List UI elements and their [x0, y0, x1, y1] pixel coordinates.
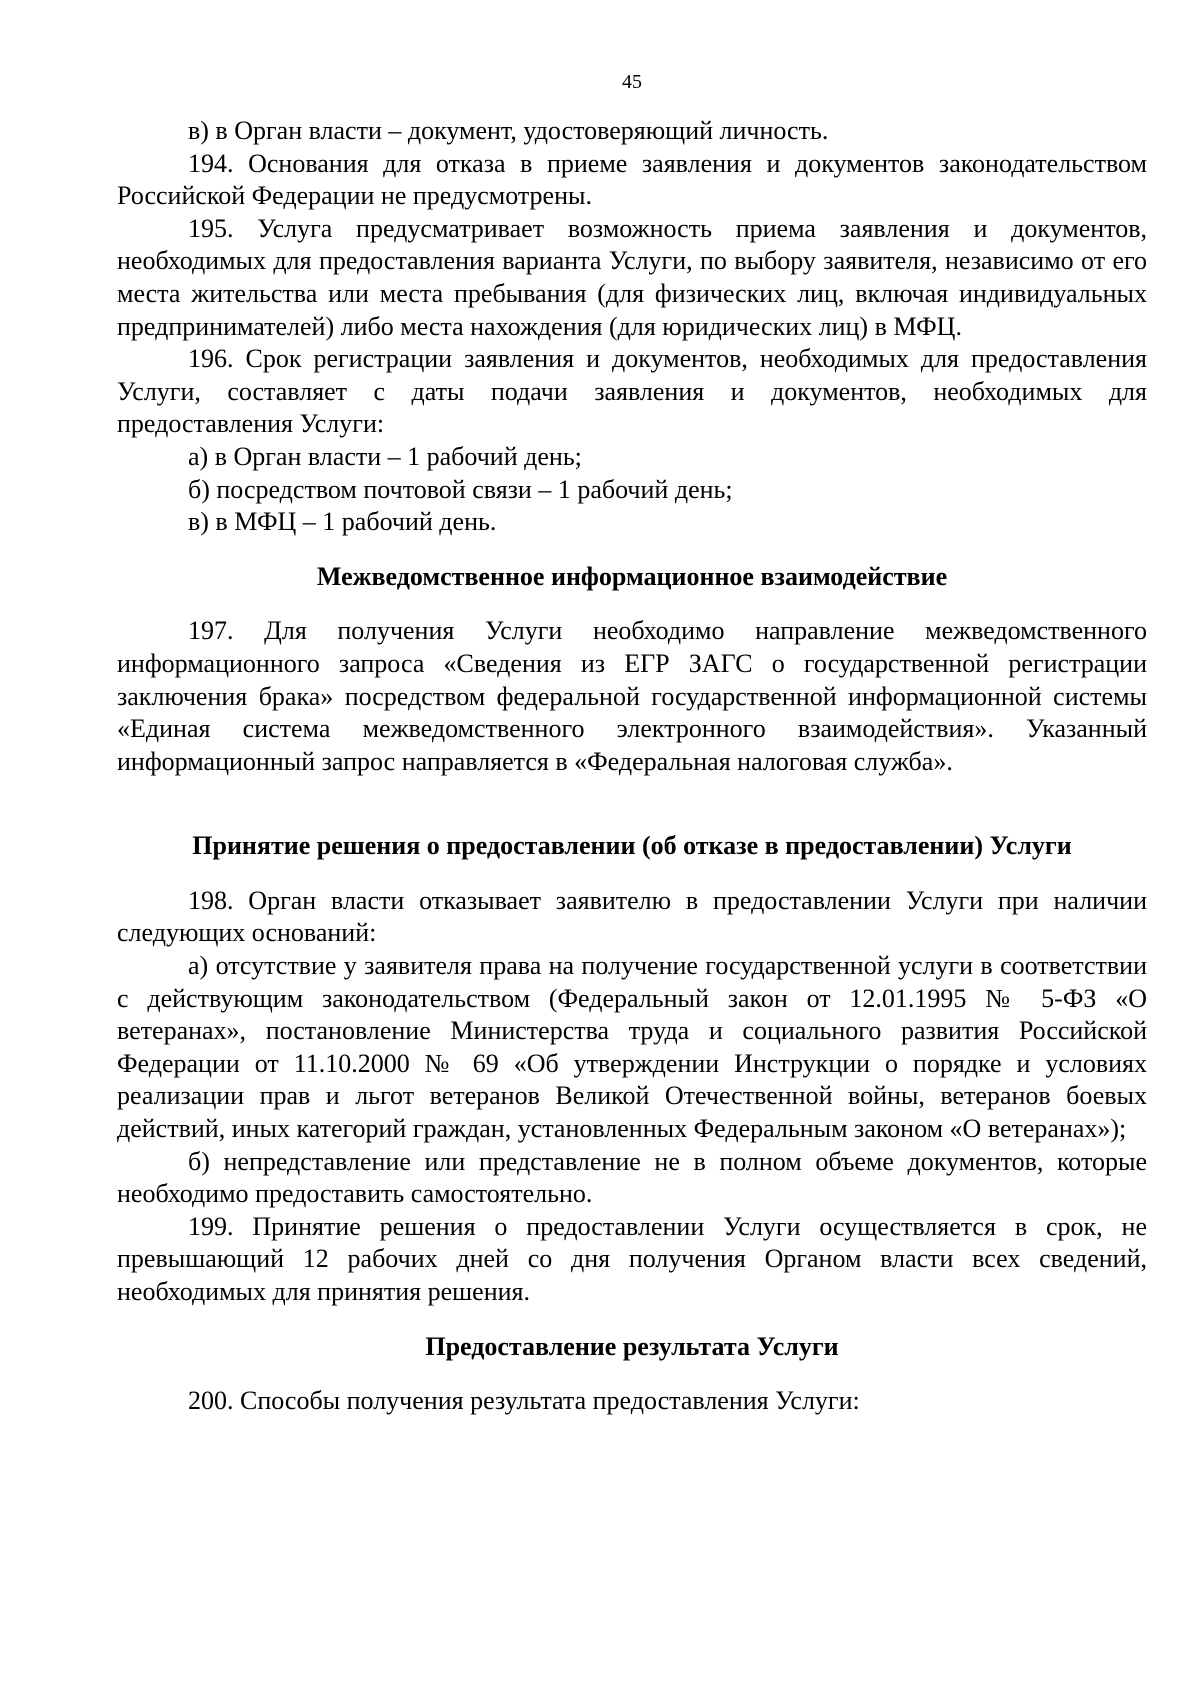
section-heading-interagency: Межведомственное информационное взаимодействие — [316, 561, 948, 591]
paragraph-196-a: а) в Орган власти – 1 рабочий день; — [188, 441, 582, 471]
paragraph-199: 199. Принятие решения о предоставлении Услуги осуществляется в срок, не превышающий 12 рабочих дней со дня получения Органом власти всех сведений, необходимых для принятия решения. — [117, 1211, 1147, 1306]
section-heading-decision: Принятие решения о предоставлении (об отказе в предоставлении) Услуги — [192, 831, 1072, 861]
paragraph-195: 195. Услуга предусматривает возможность приема заявления и документов, необходимых для предоставления варианта Услуги, по выбору заявителя, независимо от его места жительства или места пребывания (для физических лиц, включая индивидуальных предпринимателей) либо места нахождения (для юридических лиц) в МФЦ. — [117, 213, 1147, 341]
paragraph-198-a: а) отсутствие у заявителя права на получение государственной услуги в соответствии с действующим законодательством (Федеральный закон от 12.01.1995 № 5-ФЗ «О ветеранах», постановление Министерства труда и социального развития Российской Федерации от 11.10.2000 № 69 «Об утверждении Инструкции о порядке и условиях реализации прав и льгот ветеранов Великой Отечественной войны, ветеранов боевых действий, иных категорий граждан, установленных Федеральным законом «О ветеранах»); — [117, 951, 1147, 1144]
paragraph-194: 194. Основания для отказа в приеме заявления и документов законодательством Российской Федерации не предусмотрены. — [117, 148, 1147, 211]
paragraph-identity-doc: в) в Орган власти – документ, удостоверяющий личность. — [188, 116, 829, 145]
paragraph-196-v: в) в МФЦ – 1 рабочий день. — [188, 507, 497, 537]
paragraph-198-b: б) непредставление или представление не в полном объеме документов, которые необходимо предоставить самостоятельно. — [117, 1146, 1147, 1209]
paragraph-200: 200. Способы получения результата предоставления Услуги: — [188, 1386, 860, 1416]
paragraph-197: 197. Для получения Услуги необходимо направление межведомственного информационного запроса «Сведения из ЕГР ЗАГС о государственной регистрации заключения брака» посредством федеральной государственной информационной системы «Единая система межведомственного электронного взаимодействия». Указанный информационный запрос направляется в «Федеральная налоговая служба». — [117, 616, 1147, 776]
document-body — [117, 115, 1147, 1418]
paragraph-198: 198. Орган власти отказывает заявителю в предоставлении Услуги при наличии следующих оснований: — [117, 885, 1147, 948]
paragraph-196-b: б) посредством почтовой связи – 1 рабочий день; — [188, 474, 733, 504]
page-number: 45 — [622, 71, 642, 93]
section-heading-result: Предоставление результата Услуги — [425, 1331, 839, 1361]
paragraph-196: 196. Срок регистрации заявления и документов, необходимых для предоставления Услуги, составляет с даты подачи заявления и документов, необходимых для предоставления Услуги: — [117, 344, 1147, 439]
